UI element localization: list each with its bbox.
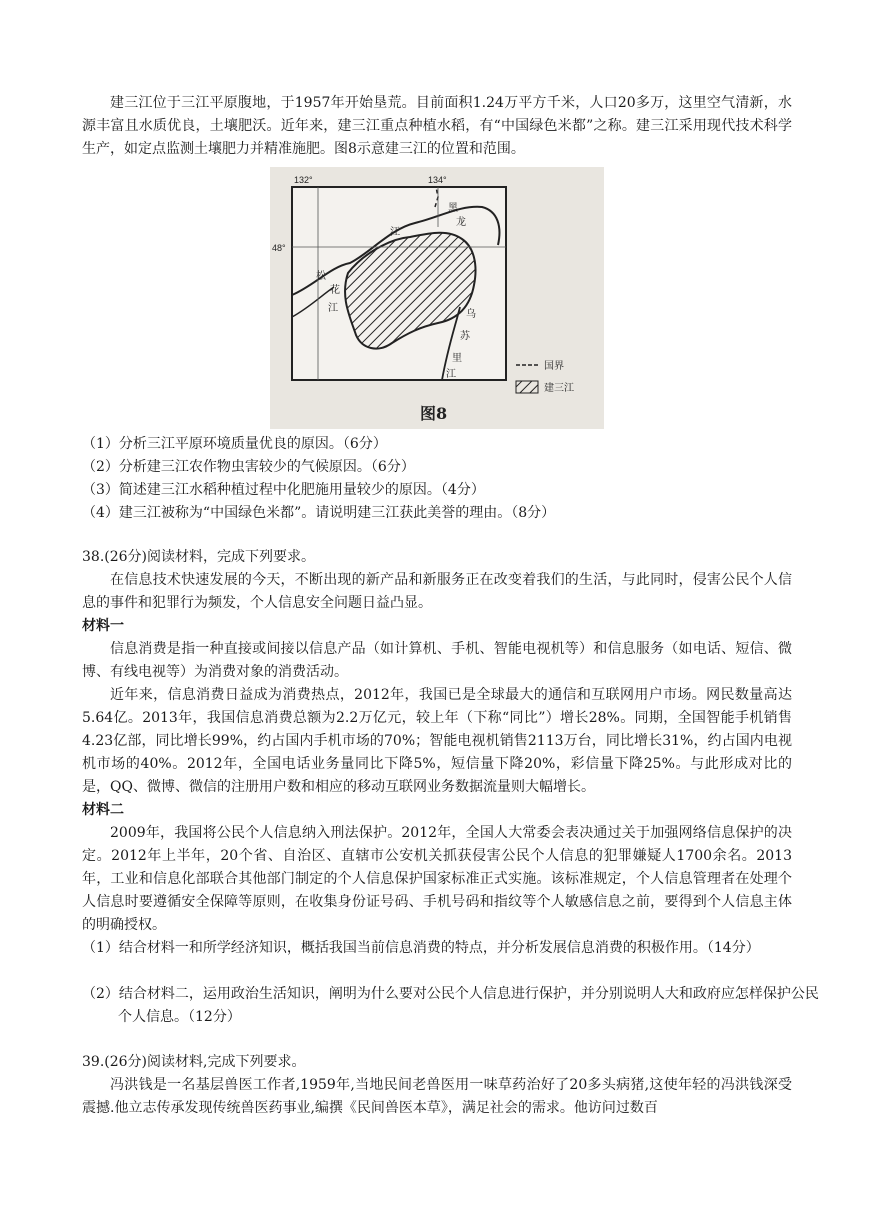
q38-sub1: （1）结合材料一和所学经济知识，概括我国当前信息消费的特点，并分析发展信息消费的积极作用。（14分） xyxy=(82,940,760,956)
q38-sub2: （2）结合材料二，运用政治生活知识，阐明为什么要对公民个人信息进行保护，并分别说明人大和政府应怎样保护公民个人信息。（12分） xyxy=(82,986,819,1025)
q37-sub2: （2）分析建三江农作物虫害较少的气候原因。（6分） xyxy=(82,459,415,475)
q38-material1-para2: 近年来，信息消费日益成为消费热点，2012年，我国已是全球最大的通信和互联网用户市场。网民数量高达5.64亿。2013年，我国信息消费总额为2.2万亿元，较上年（下称“同比”）增长28%。同期，全国智能手机销售4.23亿部，同比增长99%，约占国内手机市场的70%；智能电视机销售2113万台，同比增长31%，约占国内电视机市场的40%。2012年，全国电话业务量同比下降5%，短信量下降20%，彩信量下降25%。与此形成对比的是，QQ、微博、微信的注册用户数和相应的移动互联网业务数据流量则大幅增长。 xyxy=(82,687,792,795)
q39-para1: 冯洪钱是一名基层兽医工作者,1959年,当地民间老兽医用一味草药治好了20多头病猪,这使年轻的冯洪钱深受震撼.他立志传承发现传统兽医药事业,编撰《民间兽医本草》，满足社会的需求。他访问过数百 xyxy=(82,1077,792,1116)
q37-sub3: （3）简述建三江水稻种植过程中化肥施用量较少的原因。（4分） xyxy=(82,482,485,498)
legend-area-label: 建三江 xyxy=(544,383,574,394)
q38-material2-para1: 2009年，我国将公民个人信息纳入刑法保护。2012年，全国人大常委会表决通过关于加强网络信息保护的决定。2012年上半年，20个省、自治区、直辖市公安机关抓获侵害公民个人信息的犯罪嫌疑人1700余名。2013年，工业和信息化部联合其他部门制定的个人信息保护国家标准正式实施。该标准规定，个人信息管理者在处理个人信息时要遵循安全保障等原则，在收集身份证号码、手机号码和指纹等个人敏感信息之前，要得到个人信息主体的明确授权。 xyxy=(82,825,792,933)
lon-label-134: 134° xyxy=(428,175,447,185)
map-label-su: 苏 xyxy=(460,331,470,342)
map-label-wu: 乌 xyxy=(466,309,476,320)
q37-sub1: （1）分析三江平原环境质量优良的原因。（6分） xyxy=(82,436,387,452)
q37-sub4: （4）建三江被称为“中国绿色米都”。请说明建三江获此美誉的理由。（8分） xyxy=(82,505,556,521)
passage-intro: 建三江位于三江平原腹地，于1957年开始垦荒。目前面积1.24万平方千米，人口20多万，这里空气清新，水源丰富且水质优良，土壤肥沃。近年来，建三江重点种植水稻，有“中国绿色米都”之称。建三江采用现代技术科学生产，如定点监测土壤肥力并精准施肥。图8示意建三江的位置和范围。 xyxy=(82,95,792,157)
map-label-hei: 黑 xyxy=(448,203,458,214)
map-label-li: 里 xyxy=(452,353,462,364)
map-label-jiang-1: 江 xyxy=(390,227,400,238)
map-label-hua: 花 xyxy=(330,285,340,296)
map-label-jiang-2: 江 xyxy=(328,303,338,314)
q39-heading: 39.(26分)阅读材料,完成下列要求。 xyxy=(82,1054,306,1070)
q38-material1-para1: 信息消费是指一种直接或间接以信息产品（如计算机、手机、智能电视机等）和信息服务（如电话、短信、微博、有线电视等）为消费对象的消费活动。 xyxy=(82,641,792,680)
legend-area-symbol xyxy=(516,381,538,393)
map-label-song: 松 xyxy=(316,271,326,282)
q38-lead: 在信息技术快速发展的今天，不断出现的新产品和新服务正在改变着我们的生活，与此同时，侵害公民个人信息的事件和犯罪行为频发，个人信息安全问题日益凸显。 xyxy=(82,572,792,611)
lon-label-132: 132° xyxy=(294,175,313,185)
map-label-jiang-3: 江 xyxy=(446,369,456,380)
figure-caption: 图8 xyxy=(420,404,448,423)
q38-material1-title: 材料一 xyxy=(82,618,124,634)
legend-border-label: 国界 xyxy=(544,361,564,372)
q38-heading: 38.(26分)阅读材料，完成下列要求。 xyxy=(82,549,316,565)
q38-material2-title: 材料二 xyxy=(82,802,124,818)
map-label-long: 龙 xyxy=(456,217,466,228)
figure-8-map xyxy=(270,167,604,429)
lat-label-48: 48° xyxy=(272,243,286,253)
